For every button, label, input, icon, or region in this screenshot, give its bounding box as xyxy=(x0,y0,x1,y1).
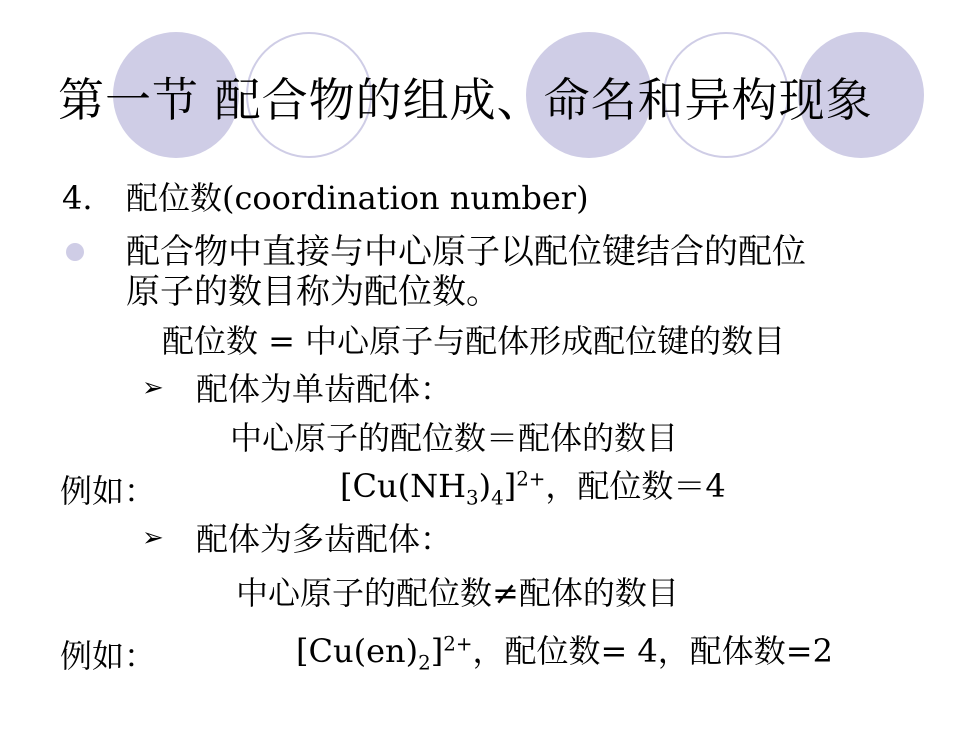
arrow-bullet-icon: ➢ xyxy=(142,373,164,403)
example-label-2: 例如： xyxy=(60,637,157,675)
heading-text: 配位数(coordination number) xyxy=(126,179,589,217)
bullet-dot xyxy=(66,243,84,261)
sub2-rule: 中心原子的配位数≠配体的数目 xyxy=(236,574,679,612)
sub2-label: 配体为多齿配体： xyxy=(196,520,453,558)
arrow-bullet-icon: ➢ xyxy=(142,523,164,553)
sub1-label: 配体为单齿配体： xyxy=(196,370,453,408)
slide-title: 第一节 配合物的组成、命名和异构现象 xyxy=(58,73,873,127)
bullet-line-1: 配合物中直接与中心原子以配位键结合的配位 xyxy=(126,232,806,272)
example-2-formula: $[Cu(en)_2]^{2+}$，配位数= 4，配体数=2 xyxy=(296,632,833,675)
example-1-formula: $[Cu(NH_3)_4]^{2+}$，配位数＝4 xyxy=(340,467,726,510)
sub1-rule: 中心原子的配位数＝配体的数目 xyxy=(230,419,679,457)
example-label-1: 例如： xyxy=(60,472,157,510)
bullet-line-2: 原子的数目称为配位数。 xyxy=(126,272,500,312)
heading-number: 4. xyxy=(62,179,93,217)
formula-line: 配位数 = 中心原子与配体形成配位键的数目 xyxy=(162,322,786,360)
